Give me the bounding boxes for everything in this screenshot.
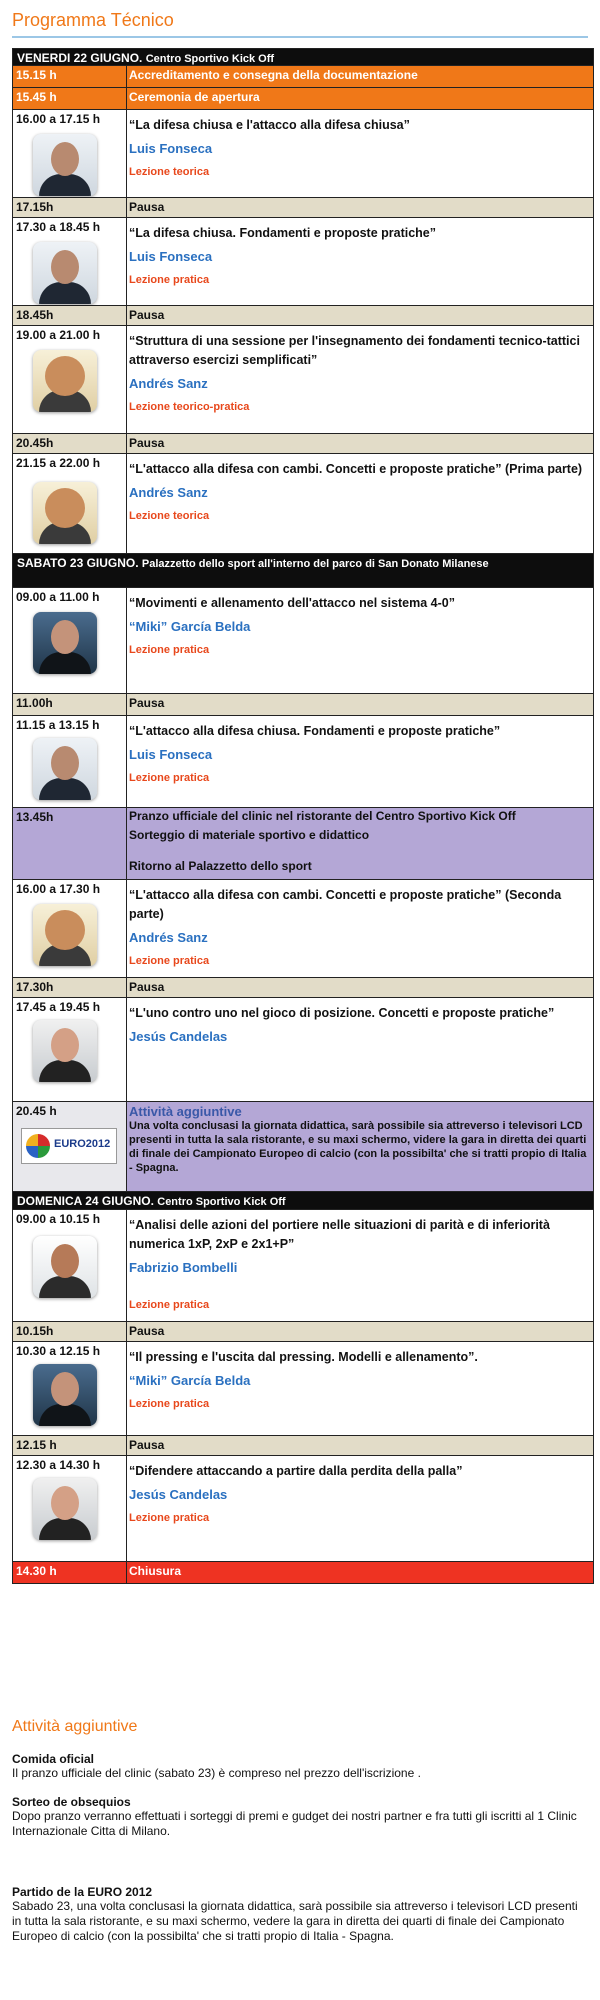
speaker-name: Andrés Sanz [129,376,208,391]
speaker-photo [33,1020,97,1082]
day-title: DOMENICA 24 GIUGNO. [17,1194,154,1208]
schedule-row [12,66,594,88]
speaker-photo [33,350,97,412]
row-text: Pausa [129,1438,165,1452]
session-row [12,218,594,306]
speaker-photo [33,1478,97,1540]
euro-2012-logo [21,1128,117,1164]
extra-text: Una volta conclusasi la giornata didattica, sarà possibile sia attreverso i televisori LCD presenti in tutta la sala ristorante, e su maxi schermo, videre la gara in diretta dei quarti di finale dei Campionato Europeo di calcio (con la possibilta' che si tratti propio di Italia - Spagna. [129,1120,587,1174]
row-text: Pausa [129,200,165,214]
time-cell: 16.00 a 17.15 h [13,110,127,197]
lunch-line: Ritorno al Palazzetto dello sport [129,859,312,873]
schedule-row [12,434,594,454]
session-title: “L'attacco alla difesa con cambi. Concetti e proposte pratiche” (Prima parte) [129,462,583,476]
schedule-row [12,198,594,218]
day-header-friday [12,48,594,66]
time-label: 20.45 h [16,1104,57,1118]
schedule-row [12,1322,594,1342]
schedule-row [12,694,594,716]
session-title: “Movimenti e allenamento dell'attacco nel sistema 4-0” [129,596,455,610]
schedule-row [12,978,594,998]
time-cell: 12.15 h [13,1436,127,1455]
lesson-type: Lezione teorica [129,510,210,522]
day-header-saturday [12,554,594,588]
time-cell: 17.45 a 19.45 h [13,998,127,1101]
session-title: “Il pressing e l'uscita dal pressing. Modelli e allenamento”. [129,1350,478,1364]
info-text: Dopo pranzo verranno effettuati i sorteggi di premi e gudget dei nostri partner e fra tutti gli iscritti al 1 Clinic Internazionale Citta di Milano. [12,1809,577,1838]
day-title: VENERDI 22 GIUGNO. [17,51,143,65]
session-row [12,1210,594,1322]
day-place: Centro Sportivo Kick Off [145,53,275,65]
session-title: “La difesa chiusa. Fondamenti e proposte pratiche” [129,226,437,240]
speaker-name: Fabrizio Bombelli [129,1260,238,1275]
time-cell: 15.45 h [13,88,127,109]
additional-activities [12,1718,588,1958]
page-title: Programma Técnico [12,10,174,30]
info-heading: Comida oficial [12,1752,95,1766]
extra-title: Attività aggiuntive [129,1104,242,1119]
title-divider [12,36,588,38]
row-text: Pausa [129,696,165,710]
row-text: Pausa [129,1324,165,1338]
speaker-photo [33,738,97,800]
lesson-type: Lezione pratica [129,274,210,286]
session-title: “L'attacco alla difesa con cambi. Concetti e proposte pratiche” (Seconda parte) [129,888,562,921]
session-row [12,110,594,198]
speaker-name: Jesús Candelas [129,1487,228,1502]
row-text: Chiusura [129,1564,182,1578]
speaker-name: Luis Fonseca [129,141,213,156]
lesson-type: Lezione pratica [129,772,210,784]
speaker-name: “Miki” García Belda [129,1373,251,1388]
speaker-name: Luis Fonseca [129,249,213,264]
session-row [12,588,594,694]
speaker-photo [33,134,97,196]
speaker-name: “Miki” García Belda [129,619,251,634]
lesson-type: Lezione pratica [129,955,210,967]
time-cell: 21.15 a 22.00 h [13,454,127,553]
time-cell: 09.00 a 10.15 h [13,1210,127,1321]
time-cell: 17.30 a 18.45 h [13,218,127,305]
speaker-name: Jesús Candelas [129,1029,228,1044]
logo-text: EURO2012 [54,1138,111,1150]
session-row [12,998,594,1102]
lesson-type: Lezione pratica [129,644,210,656]
speaker-photo [33,1236,97,1298]
lunch-line: Sorteggio di materiale sportivo e didattico [129,828,370,842]
schedule-row [12,306,594,326]
row-text: Accreditamento e consegna della documentazione [129,68,418,82]
info-heading: Sorteo de obsequios [12,1795,131,1809]
info-heading: Partido de la EURO 2012 [12,1885,153,1899]
info-block [12,1885,588,1944]
speaker-photo [33,612,97,674]
time-cell: 10.30 a 12.15 h [13,1342,127,1435]
session-row [12,880,594,978]
row-text: Pausa [129,436,165,450]
lesson-type: Lezione teorico-pratica [129,401,250,413]
time-cell: 09.00 a 11.00 h [13,588,127,693]
time-cell: 13.45h [13,808,127,879]
time-cell [13,1102,127,1191]
session-row [12,326,594,434]
day-place: Centro Sportivo Kick Off [157,1196,286,1208]
session-title: “La difesa chiusa e l'attacco alla difesa chiusa” [129,118,410,132]
session-title: “L'uno contro uno nel gioco di posizione. Concetti e proposte pratiche” [129,1006,555,1020]
session-row [12,454,594,554]
section-title: Attività aggiuntive [12,1718,138,1735]
session-row [12,1456,594,1562]
session-title: “L'attacco alla difesa chiusa. Fondamenti e proposte pratiche” [129,724,501,738]
time-cell: 10.15h [13,1322,127,1341]
speaker-name: Luis Fonseca [129,747,213,762]
euro-2012-emblem-icon [26,1134,50,1158]
session-title: “Analisi delle azioni del portiere nelle situazioni di parità e di inferiorità numerica 1xP, 2xP e 2x1+P” [129,1218,550,1251]
lunch-line: Pranzo ufficiale del clinic nel ristorante del Centro Sportivo Kick Off [129,809,516,823]
schedule-table [12,48,594,1584]
lesson-type: Lezione pratica [129,1398,210,1410]
lesson-type: Lezione pratica [129,1299,210,1311]
row-text: Pausa [129,308,165,322]
info-block [12,1795,588,1839]
speaker-name: Andrés Sanz [129,485,208,500]
day-title: SABATO 23 GIUGNO. [17,556,139,570]
time-cell: 18.45h [13,306,127,325]
speaker-name: Andrés Sanz [129,930,208,945]
schedule-row [12,88,594,110]
time-cell: 20.45h [13,434,127,453]
session-row [12,1342,594,1436]
time-cell: 12.30 a 14.30 h [13,1456,127,1561]
speaker-photo [33,482,97,544]
speaker-photo [33,1364,97,1426]
schedule-row [12,1436,594,1456]
day-header-sunday [12,1192,594,1210]
time-cell: 17.30h [13,978,127,997]
day-place: Palazzetto dello sport all'interno del parco di San Donato Milanese [141,558,489,570]
speaker-photo [33,904,97,966]
session-title: “Difendere attaccando a partire dalla perdita della palla” [129,1464,463,1478]
time-cell: 11.15 a 13.15 h [13,716,127,807]
row-text: Pausa [129,980,165,994]
time-cell: 16.00 a 17.30 h [13,880,127,977]
time-cell: 11.00h [13,694,127,715]
time-cell: 15.15 h [13,66,127,87]
speaker-photo [33,242,97,304]
lesson-type: Lezione teorica [129,166,210,178]
lesson-type: Lezione pratica [129,1512,210,1524]
extra-activity-row [12,1102,594,1192]
session-title: “Struttura di una sessione per l'insegnamento dei fondamenti tecnico-tattici attraverso esercizi semplificati” [129,334,580,367]
row-text: Ceremonia de apertura [129,90,260,104]
time-cell: 17.15h [13,198,127,217]
time-cell: 14.30 h [13,1562,127,1583]
lunch-row [12,808,594,880]
info-text: Il pranzo ufficiale del clinic (sabato 23) è compreso nel prezzo dell'iscrizione . [12,1766,421,1780]
session-row [12,716,594,808]
info-block [12,1752,588,1781]
time-cell: 19.00 a 21.00 h [13,326,127,433]
info-text: Sabado 23, una volta conclusasi la giornata didattica, sarà possibile sia attreverso i televisori LCD presenti in tutta la sala ristorante, e su maxi schermo, vedere la gara in diretta dei quarti di finale dei Campionato Europeo di calcio (con la possibilta' che si tratti propio di Italia - Spagna. [12,1899,578,1943]
schedule-row [12,1562,594,1584]
